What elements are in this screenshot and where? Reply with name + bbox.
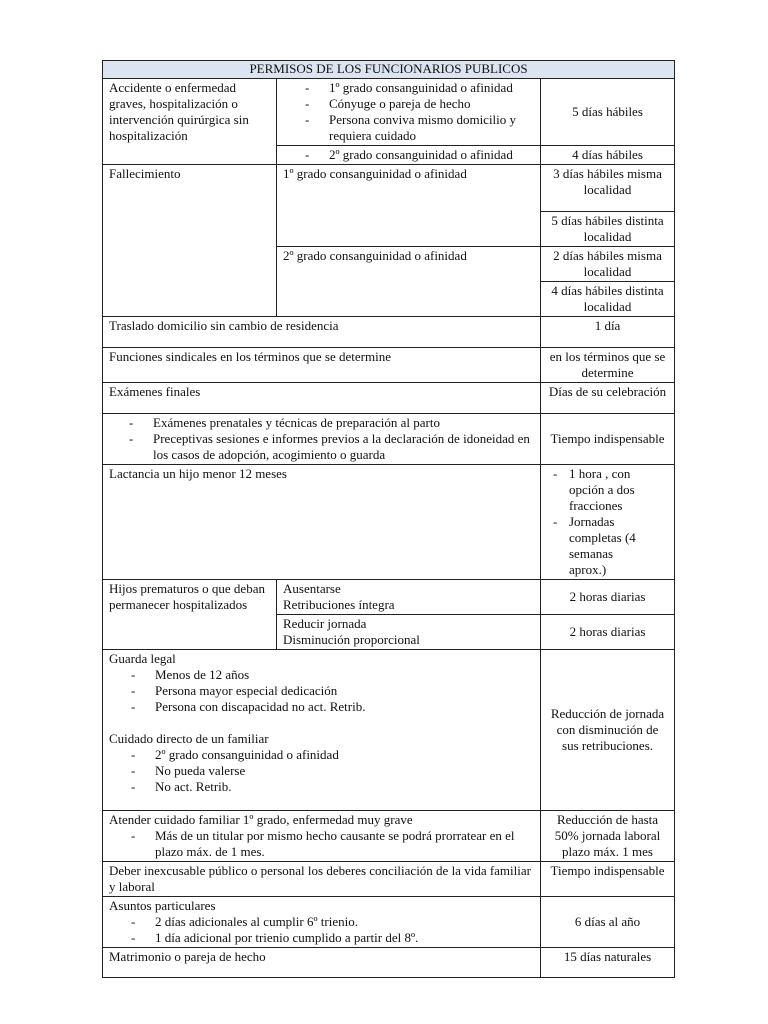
prematuros-option2-value: 2 horas diarias <box>541 615 675 650</box>
list-item: - Persona con discapacidad no act. Retrib. <box>131 699 534 715</box>
table-title-row <box>103 61 675 79</box>
table-row <box>103 414 675 465</box>
table-row <box>103 317 675 348</box>
guarda-value: Reducción de jornada con disminución de sus retribuciones. <box>541 650 675 811</box>
examenes-label: Exámenes finales <box>103 383 541 414</box>
cuidado-label: Cuidado directo de un familiar <box>109 731 269 746</box>
table-row <box>103 862 675 897</box>
list-item: - No pueda valerse <box>131 763 534 779</box>
table-row <box>103 650 675 811</box>
examenes-value: Días de su celebración <box>541 383 675 414</box>
accidente-label: Accidente o enfermedad graves, hospitalización o intervención quirúrgica sin hospitalización <box>103 79 277 165</box>
fallecimiento-grado2-distinta: 4 días hábiles distinta localidad <box>541 282 675 317</box>
guarda-label: Guarda legal <box>109 651 176 666</box>
table-row <box>103 165 675 212</box>
list-item: - 1 hora , con opción a dos fracciones <box>553 466 650 514</box>
accidente-group1-value: 5 días hábiles <box>541 79 675 146</box>
accidente-group2 <box>277 146 541 165</box>
table-row <box>103 465 675 580</box>
table-row <box>103 811 675 862</box>
list-item: - 1º grado consanguinidad o afinidad <box>305 80 536 96</box>
prematuros-option1 <box>277 580 541 615</box>
table-row <box>103 383 675 414</box>
list-item: - Más de un titular por mismo hecho causante se podrá prorratear en el plazo máx. de 1 mes. <box>131 828 534 860</box>
lactancia-items <box>541 465 675 580</box>
traslado-label: Traslado domicilio sin cambio de residencia <box>103 317 541 348</box>
fallecimiento-grado1-distinta: 5 días hábiles distinta localidad <box>541 212 675 247</box>
fallecimiento-grado2-misma: 2 días hábiles misma localidad <box>541 247 675 282</box>
asuntos-value: 6 días al año <box>541 897 675 948</box>
prematuros-option2 <box>277 615 541 650</box>
fallecimiento-label: Fallecimiento <box>103 165 277 317</box>
list-item: - Persona mayor especial dedicación <box>131 683 534 699</box>
traslado-value: 1 día <box>541 317 675 348</box>
fallecimiento-grado1: 1º grado consanguinidad o afinidad <box>277 165 541 247</box>
prenatales-value: Tiempo indispensable <box>541 414 675 465</box>
accidente-group2-value: 4 días hábiles <box>541 146 675 165</box>
list-item: - Preceptivas sesiones e informes previos a la declaración de idoneidad en los casos de adopción, acogimiento o guarda <box>129 431 534 463</box>
sindicales-label: Funciones sindicales en los términos que se determine <box>103 348 541 383</box>
list-item: - No act. Retrib. <box>131 779 534 795</box>
prematuros-option1-value: 2 horas diarias <box>541 580 675 615</box>
table-row <box>103 79 675 146</box>
list-item: - Persona conviva mismo domicilio y requiera cuidado <box>305 112 536 144</box>
prematuros-option2-line1: Reducir jornada <box>283 616 367 631</box>
list-item: - 2º grado consanguinidad o afinidad <box>305 147 534 163</box>
atender-value: Reducción de hasta 50% jornada laboral plazo máx. 1 mes <box>541 811 675 862</box>
table-row <box>103 897 675 948</box>
permisos-table <box>102 60 675 978</box>
prematuros-option1-line1: Ausentarse <box>283 581 341 596</box>
permisos-document <box>102 60 674 964</box>
sindicales-value: en los términos que se determine <box>541 348 675 383</box>
list-item: - Jornadas completas (4 semanas aprox.) <box>553 514 650 578</box>
prematuros-option2-line2: Disminución proporcional <box>283 632 420 647</box>
list-item: - Exámenes prenatales y técnicas de preparación al parto <box>129 415 534 431</box>
fallecimiento-grado1-misma: 3 días hábiles misma localidad <box>541 165 675 212</box>
table-row <box>103 580 675 615</box>
prematuros-label: Hijos prematuros o que deban permanecer hospitalizados <box>103 580 277 650</box>
table-row <box>103 948 675 978</box>
table-title: PERMISOS DE LOS FUNCIONARIOS PUBLICOS <box>103 61 675 79</box>
list-item: - Menos de 12 años <box>131 667 534 683</box>
accidente-group1 <box>277 79 541 146</box>
guarda-cell <box>103 650 541 811</box>
list-item: - Cónyuge o pareja de hecho <box>305 96 536 112</box>
atender-cell <box>103 811 541 862</box>
atender-label: Atender cuidado familiar 1º grado, enfermedad muy grave <box>109 812 413 827</box>
matrimonio-value: 15 días naturales <box>541 948 675 978</box>
list-item: - 2º grado consanguinidad o afinidad <box>131 747 534 763</box>
matrimonio-label: Matrimonio o pareja de hecho <box>103 948 541 978</box>
table-row <box>103 348 675 383</box>
deber-label: Deber inexcusable público o personal los deberes conciliación de la vida familiar y laboral <box>103 862 541 897</box>
asuntos-label: Asuntos particulares <box>109 898 216 913</box>
list-item: - 1 día adicional por trienio cumplido a partir del 8º. <box>131 930 534 946</box>
prematuros-option1-line2: Retribuciones íntegra <box>283 597 395 612</box>
prenatales-items <box>103 414 541 465</box>
asuntos-cell <box>103 897 541 948</box>
deber-value: Tiempo indispensable <box>541 862 675 897</box>
fallecimiento-grado2: 2º grado consanguinidad o afinidad <box>277 247 541 317</box>
lactancia-label: Lactancia un hijo menor 12 meses <box>103 465 541 580</box>
list-item: - 2 días adicionales al cumplir 6º trienio. <box>131 914 534 930</box>
